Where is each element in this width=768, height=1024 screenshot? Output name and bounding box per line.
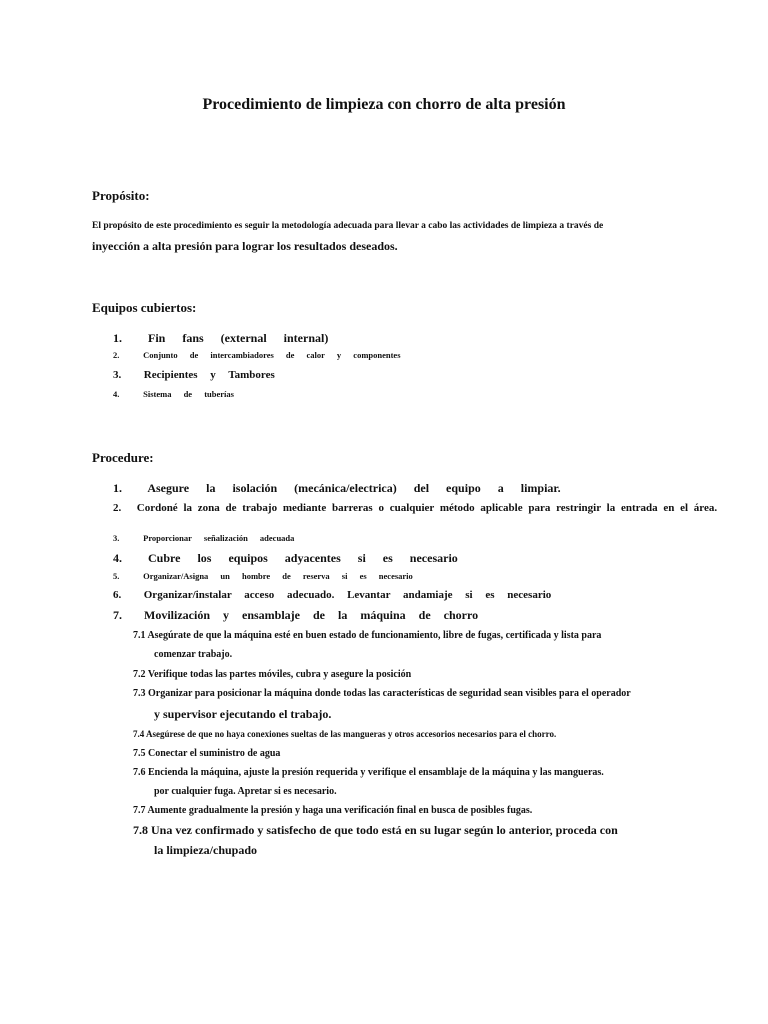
item-text: Movilización y ensamblaje de la máquina de chorro: [144, 608, 479, 622]
procedure-item: [113, 500, 768, 516]
item-number: 3.: [113, 533, 120, 543]
item-number: 1.: [113, 481, 122, 495]
item-number: 7.: [113, 608, 122, 622]
item-text: Cordoné la zona de trabajo mediante barreras o cualquier método aplicable para restringir la entrada en el área.: [136, 502, 718, 514]
purpose-heading: Propósito:: [92, 188, 150, 203]
equipment-item: [113, 331, 328, 346]
item-text: Proporcionar señalización adecuada: [143, 533, 295, 543]
procedure-subitem: 7.4 Asegúrese de que no haya conexiones sueltas de las mangueras y otros accesorios necesarios para el chorro.: [133, 729, 557, 739]
procedure-subitem: 7.6 Encienda la máquina, ajuste la presión requerida y verifique el ensamblaje de la máquina y las mangueras.: [133, 767, 604, 778]
procedure-item: [113, 551, 458, 566]
procedure-item: [113, 589, 551, 601]
item-text: Fin fans (external internal): [148, 331, 329, 345]
procedure-subitem: 7.1 Asegúrate de que la máquina esté en buen estado de funcionamiento, libre de fugas, certificada y lista para: [133, 630, 602, 641]
item-text: Sistema de tuberías: [143, 389, 234, 399]
item-text: Asegure la isolación (mecánica/electrica) del equipo a limpiar.: [147, 481, 561, 495]
item-number: 1.: [113, 331, 122, 345]
item-text: Organizar/instalar acceso adecuado. Levantar andamiaje si es necesario: [143, 589, 552, 601]
procedure-item: [113, 481, 561, 496]
item-text: Recipientes y Tambores: [143, 369, 275, 381]
item-number: 3.: [113, 369, 122, 381]
document-title: Procedimiento de limpieza con chorro de alta presión: [202, 96, 566, 113]
purpose-text-line-2: inyección a alta presión para lograr los resultados deseados.: [92, 239, 398, 253]
item-number: 2.: [113, 502, 122, 514]
procedure-subitem: 7.3 Organizar para posicionar la máquina donde todas las características de seguridad sean visibles para el operador: [133, 688, 631, 699]
procedure-subitem-continuation: la limpieza/chupado: [154, 843, 258, 857]
procedure-item: [113, 533, 294, 543]
equipment-heading: Equipos cubiertos:: [92, 300, 197, 315]
equipment-item: [113, 369, 275, 381]
procedure-subitem: 7.5 Conectar el suministro de agua: [133, 748, 281, 759]
equipment-item: [113, 389, 234, 399]
item-text: Cubre los equipos adyacentes si es necesario: [148, 551, 458, 565]
procedure-item: [113, 571, 413, 581]
item-text: Conjunto de intercambiadores de calor y componentes: [143, 350, 401, 360]
procedure-item: [113, 608, 478, 623]
item-number: 2.: [113, 350, 120, 360]
procedure-subitem-continuation: y supervisor ejecutando el trabajo.: [154, 707, 332, 721]
procedure-subitem: 7.7 Aumente gradualmente la presión y haga una verificación final en busca de posibles fugas.: [133, 805, 533, 816]
item-text: Organizar/Asigna un hombre de reserva si es necesario: [143, 571, 413, 581]
item-number: 6.: [113, 589, 122, 601]
procedure-subitem: 7.8 Una vez confirmado y satisfecho de que todo está en su lugar según lo anterior, proceda con: [133, 823, 618, 837]
item-number: 4.: [113, 551, 122, 565]
procedure-subitem: 7.2 Verifique todas las partes móviles, cubra y asegure la posición: [133, 669, 412, 680]
procedure-subitem-continuation: por cualquier fuga. Apretar si es necesario.: [154, 786, 337, 797]
procedure-heading: Procedure:: [92, 450, 154, 465]
equipment-item: [113, 350, 401, 360]
item-number: 5.: [113, 571, 120, 581]
purpose-text-line-1: El propósito de este procedimiento es seguir la metodología adecuada para llevar a cabo las actividades de limpieza a través de: [92, 221, 604, 231]
procedure-subitem-continuation: comenzar trabajo.: [154, 649, 233, 660]
item-number: 4.: [113, 389, 120, 399]
